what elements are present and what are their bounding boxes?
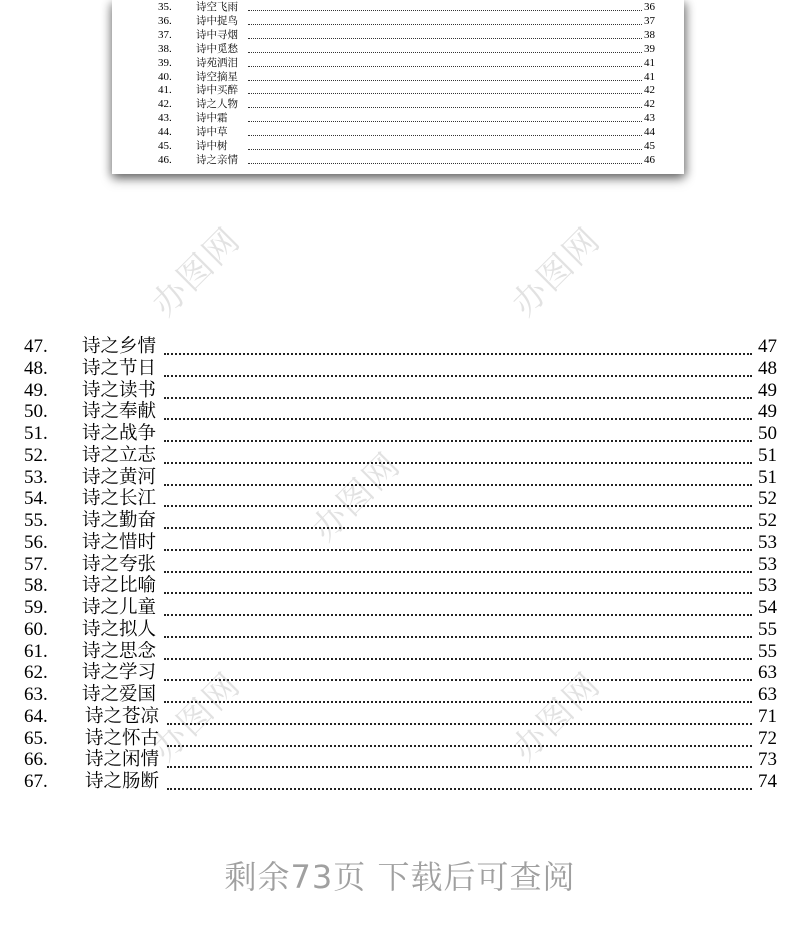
dot-leader [164,592,752,594]
entry-page-number: 54 [758,597,777,618]
entry-number: 57. [24,553,48,575]
dot-leader [248,80,642,81]
entry-number: 38. [158,42,172,55]
entry-number: 51. [24,423,48,444]
entry-number: 42. [158,98,172,111]
entry-title: 诗之勤奋 [82,510,157,531]
entry-title: 诗之人物 [196,98,238,111]
entry-title: 诗之黄河 [82,466,157,488]
entry-title: 诗之夸张 [82,553,157,575]
entry-title: 诗中捉鸟 [196,14,238,27]
dot-leader [248,38,642,39]
dot-leader [164,701,752,703]
preview-toc-entry [112,97,684,111]
preview-toc-entry [112,70,684,84]
entry-title: 诗苑洒泪 [196,56,238,69]
entry-number: 60. [24,618,48,640]
entry-title: 诗中觅愁 [196,42,238,55]
entry-title: 诗中霜 [196,112,228,125]
entry-page-number: 53 [758,575,777,597]
preview-toc-entry [112,111,684,125]
remaining-pages-notice: 剩余73页 下载后可查阅 [224,858,576,896]
entry-page-number: 63 [758,662,777,684]
entry-page-number: 53 [758,531,777,553]
preview-toc-entry [112,83,684,97]
preview-toc-entry [112,125,684,139]
preview-toc-entry [112,153,684,167]
toc-entry[interactable] [0,706,800,728]
entry-page-number: 46 [644,153,655,166]
dot-leader [248,52,642,53]
entry-page-number: 53 [758,553,777,575]
watermark: 办图网 [504,664,609,770]
entry-page-number: 63 [758,684,777,705]
toc-entry[interactable] [0,445,800,467]
entry-number: 53. [24,466,48,488]
entry-title: 诗中树 [196,140,228,152]
preview-toc-entry [112,56,684,70]
dot-leader [164,397,752,399]
entry-page-number: 52 [758,488,777,510]
entry-number: 63. [24,684,48,705]
entry-page-number: 47 [758,336,777,357]
toc-entry[interactable] [0,401,800,423]
entry-title: 诗之儿童 [82,597,157,618]
entry-title: 诗之思念 [82,640,157,662]
toc-entry[interactable] [0,641,800,663]
dot-leader [164,353,752,355]
toc-entry[interactable] [0,532,800,554]
entry-title: 诗中买醉 [196,84,238,97]
entry-page-number: 72 [758,727,777,749]
entry-number: 39. [158,56,172,69]
entry-page-number: 71 [758,705,777,727]
entry-number: 62. [24,662,48,684]
entry-title: 诗之乡情 [82,336,157,357]
entry-page-number: 39 [644,42,655,55]
entry-page-number: 37 [644,14,655,27]
dot-leader [164,658,752,660]
entry-number: 43. [158,112,172,125]
toc-entry[interactable] [0,510,800,532]
entry-number: 44. [158,126,172,139]
entry-number: 64. [24,705,48,727]
dot-leader [167,766,752,768]
toc-entry[interactable] [0,380,800,402]
entry-page-number: 41 [644,70,655,83]
toc-entry[interactable] [0,336,800,358]
entry-page-number: 73 [758,749,777,771]
entry-page-number: 48 [758,357,777,379]
dot-leader [164,505,752,507]
watermark: 办图网 [304,444,409,550]
entry-page-number: 55 [758,618,777,640]
entry-title: 诗空摘星 [196,70,238,83]
preview-toc-entry [112,0,684,14]
dot-leader [164,679,752,681]
entry-page-number: 52 [758,510,777,531]
entry-title: 诗之奉献 [82,401,157,423]
dot-leader [164,636,752,638]
entry-number: 65. [24,727,48,749]
entry-page-number: 41 [644,56,655,69]
entry-page-number: 51 [758,444,777,466]
entry-title: 诗之怀古 [85,727,160,749]
dot-leader [167,723,752,725]
toc-entry[interactable] [0,597,800,619]
entry-title: 诗之拟人 [82,618,157,640]
dot-leader [164,571,752,573]
entry-title: 诗中寻烟 [196,28,238,41]
entry-title: 诗之闲情 [85,749,160,771]
entry-title: 诗之读书 [82,379,157,401]
entry-page-number: 49 [758,379,777,401]
entry-number: 49. [24,379,48,401]
entry-number: 61. [24,640,48,662]
entry-title: 诗之学习 [82,662,157,684]
entry-number: 58. [24,575,48,597]
entry-page-number: 49 [758,401,777,423]
entry-title: 诗之比喻 [82,575,157,597]
entry-title: 诗之亲情 [196,153,238,166]
entry-number: 46. [158,153,172,166]
entry-number: 45. [158,140,172,152]
entry-title: 诗之立志 [82,444,157,466]
entry-number: 59. [24,597,48,618]
entry-title: 诗之战争 [82,423,157,444]
entry-title: 诗之长江 [82,488,157,510]
entry-page-number: 50 [758,423,777,444]
entry-title: 诗之节日 [82,357,157,379]
dot-leader [164,484,752,486]
dot-leader [164,375,752,377]
entry-number: 35. [158,1,172,13]
toc-entry[interactable] [0,684,800,706]
entry-page-number: 45 [644,140,655,152]
entry-number: 56. [24,531,48,553]
entry-number: 37. [158,28,172,41]
dot-leader [248,163,642,164]
toc-entry[interactable] [0,467,800,489]
preview-toc-entry [112,42,684,56]
entry-number: 41. [158,84,172,97]
dot-leader [164,614,752,616]
entry-title: 诗之苍凉 [85,705,160,727]
toc-entry[interactable] [0,728,800,750]
entry-number: 67. [24,771,48,792]
dot-leader [167,788,752,790]
entry-page-number: 74 [758,771,777,792]
preview-page-card [112,0,684,174]
entry-number: 55. [24,510,48,531]
entry-page-number: 55 [758,640,777,662]
dot-leader [164,418,752,420]
entry-number: 36. [158,14,172,27]
toc-entry[interactable] [0,619,800,641]
toc-entry[interactable] [0,488,800,510]
dot-leader [164,462,752,464]
dot-leader [248,107,642,108]
dot-leader [164,440,752,442]
dot-leader [248,93,642,94]
watermark: 办图网 [144,219,249,325]
entry-page-number: 38 [644,28,655,41]
toc-entry[interactable] [0,423,800,445]
entry-number: 66. [24,749,48,771]
dot-leader [248,121,642,122]
entry-number: 40. [158,70,172,83]
dot-leader [164,549,752,551]
toc-entry[interactable] [0,749,800,771]
entry-page-number: 43 [644,112,655,125]
entry-page-number: 36 [644,1,655,13]
preview-toc-entry [112,14,684,28]
toc-entry[interactable] [0,662,800,684]
entry-page-number: 42 [644,98,655,111]
dot-leader [248,10,642,11]
toc-entry[interactable] [0,575,800,597]
entry-title: 诗之惜时 [82,531,157,553]
entry-number: 52. [24,444,48,466]
dot-leader [164,527,752,529]
entry-title: 诗空飞雨 [196,1,238,13]
toc-entry[interactable] [0,358,800,380]
dot-leader [167,745,752,747]
entry-number: 54. [24,488,48,510]
entry-number: 50. [24,401,48,423]
entry-number: 48. [24,357,48,379]
dot-leader [248,149,642,150]
dot-leader [248,135,642,136]
toc-entry[interactable] [0,771,800,793]
entry-page-number: 42 [644,84,655,97]
entry-page-number: 51 [758,466,777,488]
entry-title: 诗之肠断 [85,771,160,792]
dot-leader [248,24,642,25]
preview-toc-entry [112,139,684,153]
entry-page-number: 44 [644,126,655,139]
preview-toc-entry [112,28,684,42]
entry-number: 47. [24,336,48,357]
entry-title: 诗中草 [196,126,228,139]
toc-entry[interactable] [0,554,800,576]
watermark: 办图网 [144,664,249,770]
dot-leader [248,66,642,67]
entry-title: 诗之爱国 [82,684,157,705]
watermark: 办图网 [504,219,609,325]
